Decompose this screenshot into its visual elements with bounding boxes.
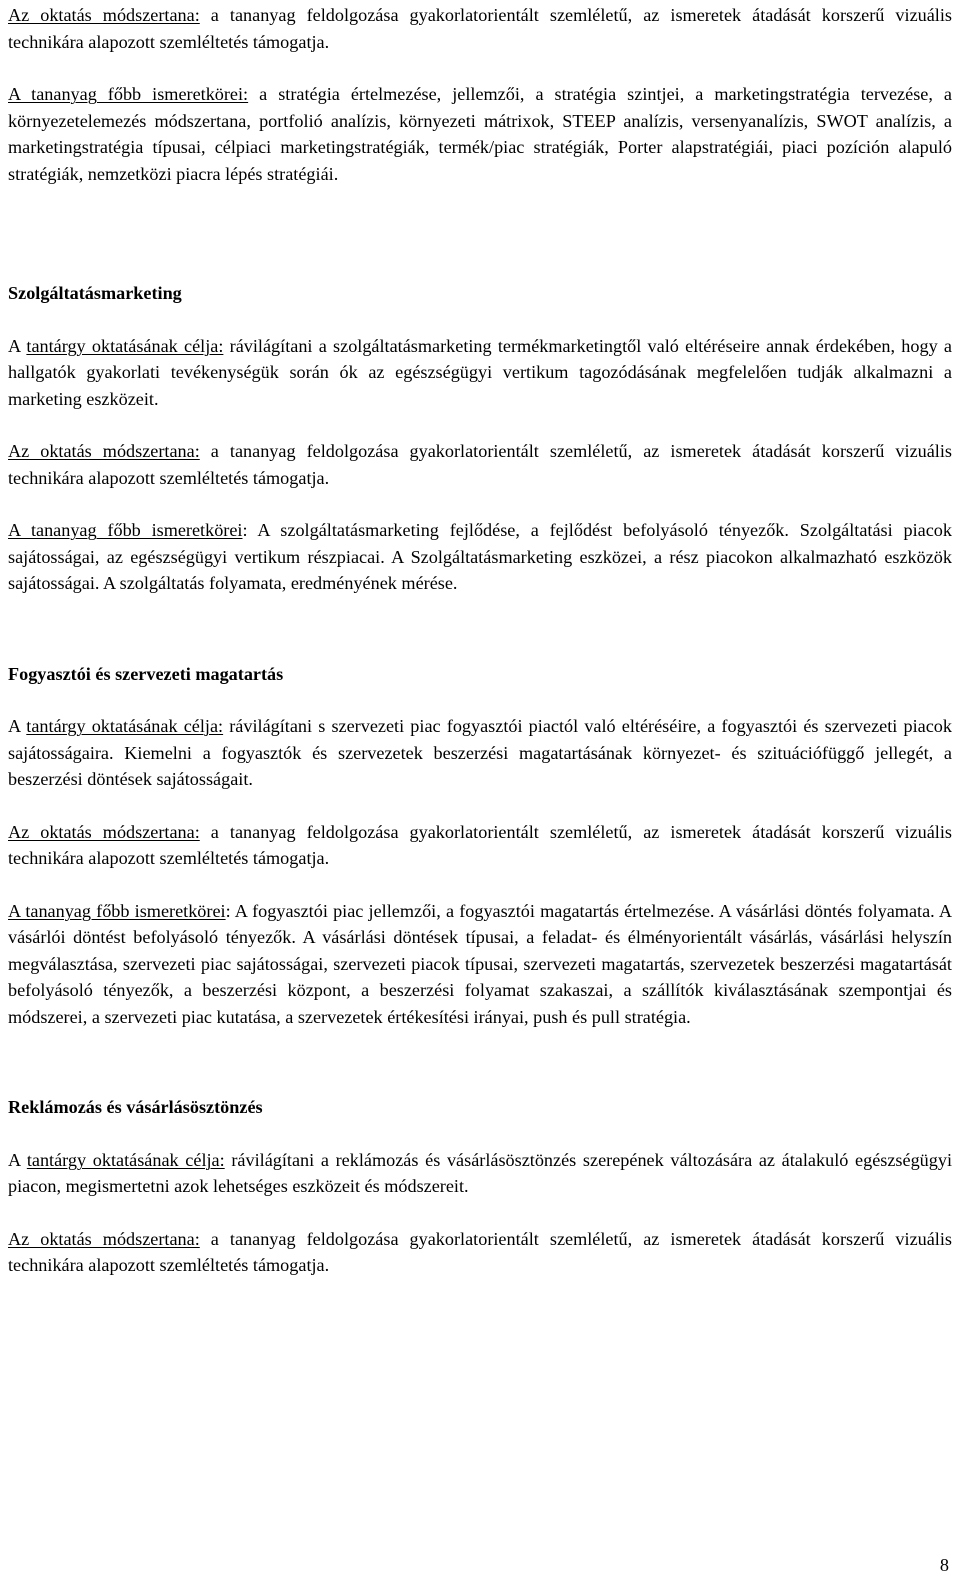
page-content (8, 2, 952, 1279)
topics-label: A tananyag főbb ismeretkörei: (8, 84, 249, 104)
method-label: Az oktatás módszertana: (8, 1228, 200, 1249)
method-paragraph (8, 819, 952, 872)
section-title-fogyasztoi: Fogyasztói és szervezeti magatartás (8, 663, 284, 684)
goal-label-text: A tantárgy oktatásának célja: (8, 1149, 225, 1170)
page-number: 8 (939, 1555, 949, 1575)
method-paragraph (8, 2, 952, 55)
goal-label-text: A tantárgy oktatásának célja: (8, 716, 224, 736)
method-label: Az oktatás módszertana: (8, 441, 200, 461)
method-text: a tananyag feldolgozása gyakorlatorientált szemléletű, az ismeretek átadását korszerű vizuális technikára alapozott szemléltetés támogatja. (8, 441, 952, 488)
topics-paragraph (8, 517, 952, 597)
goal-text: rávilágítani a reklámozás és vásárlásösztönzés szerepének változására az átalakuló egészségügyi piacon, megismertetni azok lehetséges eszközeit és módszereit. (8, 1149, 952, 1196)
topics-paragraph (8, 898, 952, 1031)
topics-text: : A szolgáltatásmarketing fejlődése, a fejlődést befolyásoló tényezők. Szolgáltatási piacok sajátosságai, az egészségügyi vertikum részpiacai. A Szolgáltatásmarketing eszközei, a rész piacokon alkalmazható eszközök sajátosságai. A szolgáltatás folyamata, eredményének mérése. (8, 520, 952, 593)
topics-label: A tananyag főbb ismeretkörei (8, 520, 243, 540)
goal-label (8, 336, 223, 356)
method-text: a tananyag feldolgozása gyakorlatorientált szemléletű, az ismeretek átadását korszerű vizuális technikára alapozott szemléltetés támogatja. (8, 5, 952, 52)
goal-paragraph (8, 333, 952, 413)
method-paragraph (8, 1226, 952, 1279)
goal-text: rávilágítani a szolgáltatásmarketing termékmarketingtől való eltéréseire annak érdekében, hogy a hallgatók gyakorlati tevékenységük során ók az egészségügyi vertikum tagozódásának megfelelően tudják alkalmazni a marketing eszközeit. (8, 335, 952, 409)
method-label: Az oktatás módszertana: (8, 821, 200, 842)
goal-text: rávilágítani s szervezeti piac fogyasztói piactól való eltéréséire, a fogyasztói és szervezeti piacok sajátosságaira. Kiemelni a fogyasztók és szervezetek beszerzési magatartásának környezet- és szituációfüggő jellegét, a beszerzési döntések sajátosságait. (8, 716, 952, 789)
goal-label (8, 1150, 225, 1170)
topics-label: A tananyag főbb ismeretkörei (8, 900, 226, 921)
method-label: Az oktatás módszertana: (8, 5, 200, 25)
topics-text: a stratégia értelmezése, jellemzői, a stratégia szintjei, a marketingstratégia tervezése, a környezetelemezés módszertana, portfolió analízis, környezeti mátrixok, STEEP analízis, versenyanalízis, SWOT analízis, a marketingstratégia típusai, célpiaci marketingstratégiák, termék/piac stratégiák, Porter alapstratégiái, piaci pozíción alapuló stratégiák, nemzetközi piacra lépés stratégiái. (8, 84, 952, 184)
method-text: a tananyag feldolgozása gyakorlatorientált szemléletű, az ismeretek átadását korszerű vizuális technikára alapozott szemléltetés támogatja. (8, 821, 952, 868)
goal-paragraph (8, 713, 952, 793)
topics-text: : A fogyasztói piac jellemzői, a fogyasztói magatartás értelmezése. A vásárlási döntés folyamata. A vásárlói döntést befolyásoló tényezők. A vásárlási döntések típusai, a feladat- és élményorientált vásárlás, vásárlási helyszín megválasztása, szervezeti piac sajátosságai, szervezeti piacok típusai, szervezeti magatartás, szervezetek beszerzési magatartását befolyásoló tényezők, a beszerzési központ, a beszerzési folyamat szakaszai, a szállítók kiválasztásának szempontjai és módszerei, a szervezeti piac kutatása, a szervezetek értékesítési irányai, push és pull stratégia. (8, 900, 953, 1027)
section-title-szolgaltatasmarketing: Szolgáltatásmarketing (8, 283, 182, 303)
method-text: a tananyag feldolgozása gyakorlatorientált szemléletű, az ismeretek átadását korszerű vizuális technikára alapozott szemléltetés támogatja. (8, 1228, 952, 1275)
goal-paragraph (8, 1147, 952, 1200)
goal-label-text: A tantárgy oktatásának célja: (8, 335, 224, 356)
section-title-reklamozas: Reklámozás és vásárlásösztönzés (8, 1097, 263, 1117)
topics-paragraph (8, 81, 952, 187)
goal-label (8, 716, 223, 736)
method-paragraph (8, 438, 952, 491)
